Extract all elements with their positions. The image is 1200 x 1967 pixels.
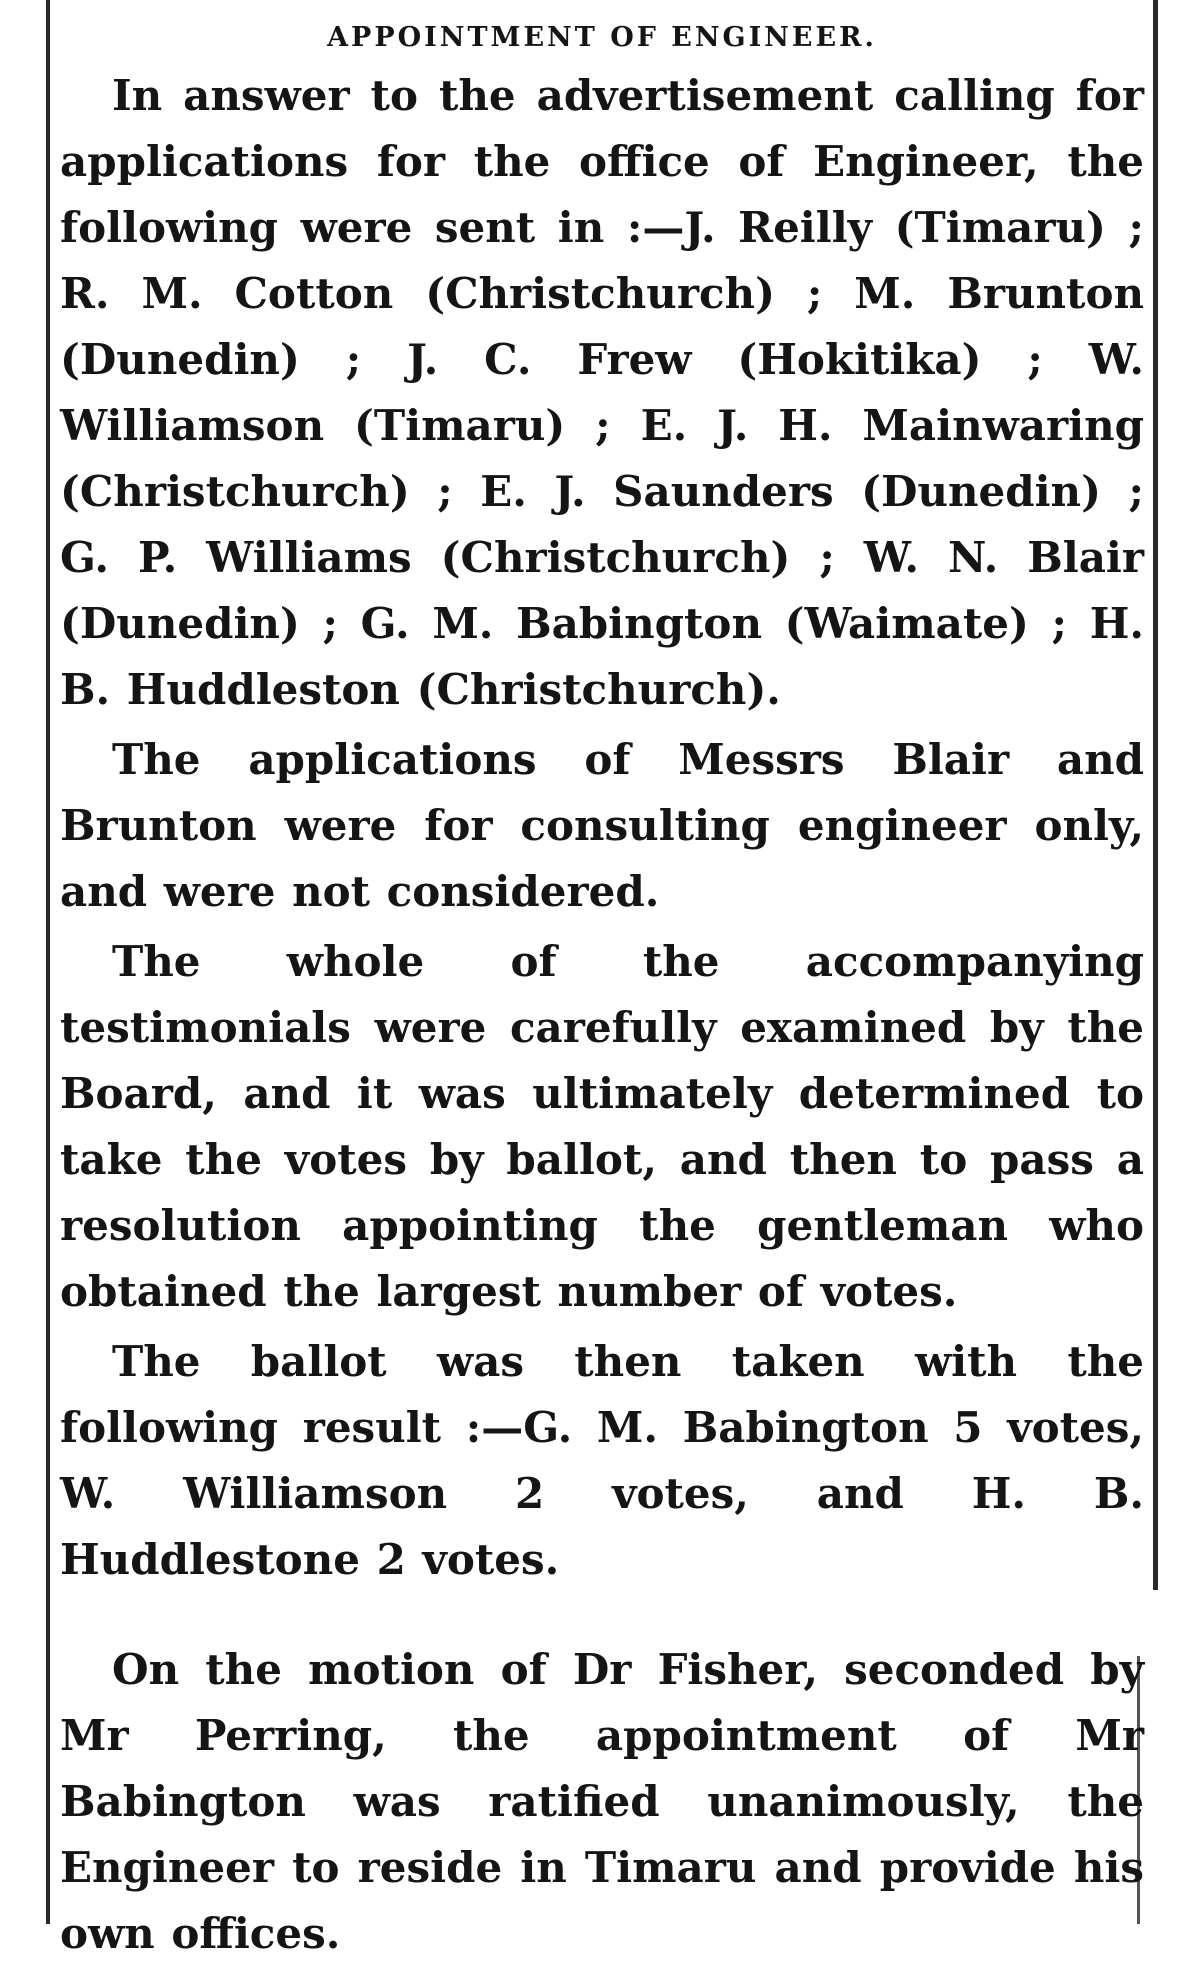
paragraph-testimonials: The whole of the accompanying testimonials were carefully examined by the Board, and it was ultimately determined to take the votes by ballot, and then to pass a resolution appointing the gentleman who obtained the largest number of votes.: [60, 937, 1144, 1316]
paragraph-ballot-result: The ballot was then taken with the following result :—G. M. Babington 5 votes, W. Williamson 2 votes, and H. B. Huddlestone 2 votes.: [60, 1337, 1144, 1584]
paragraph-motion: On the motion of Dr Fisher, seconded by Mr Perring, the appointment of Mr Babington was ratified unanimously, the Engineer to reside in Timaru and provide his own offices.: [60, 1645, 1144, 1958]
column-rule-right: [1153, 0, 1158, 1590]
paragraph-applicants: In answer to the advertisement calling for applications for the office of Engineer, the following were sent in :—J. Reilly (Timaru) ; R. M. Cotton (Christchurch) ; M. Brunton (Dunedin) ; J. C. Frew (Hokitika) ; W. Williamson (Timaru) ; E. J. H. Mainwaring (Christchurch) ; E. J. Saunders (Dunedin) ; G. P. Williams (Christchurch) ; W. N. Blair (Dunedin) ; G. M. Babington (Waimate) ; H. B. Huddleston (Christchurch).: [60, 71, 1144, 714]
article-headline: APPOINTMENT OF ENGINEER.: [327, 22, 877, 53]
article-column: [60, 10, 1144, 1967]
paragraph-consulting: The applications of Messrs Blair and Brunton were for consulting engineer only, and were not considered.: [60, 735, 1144, 916]
column-rule-left: [46, 0, 50, 1924]
